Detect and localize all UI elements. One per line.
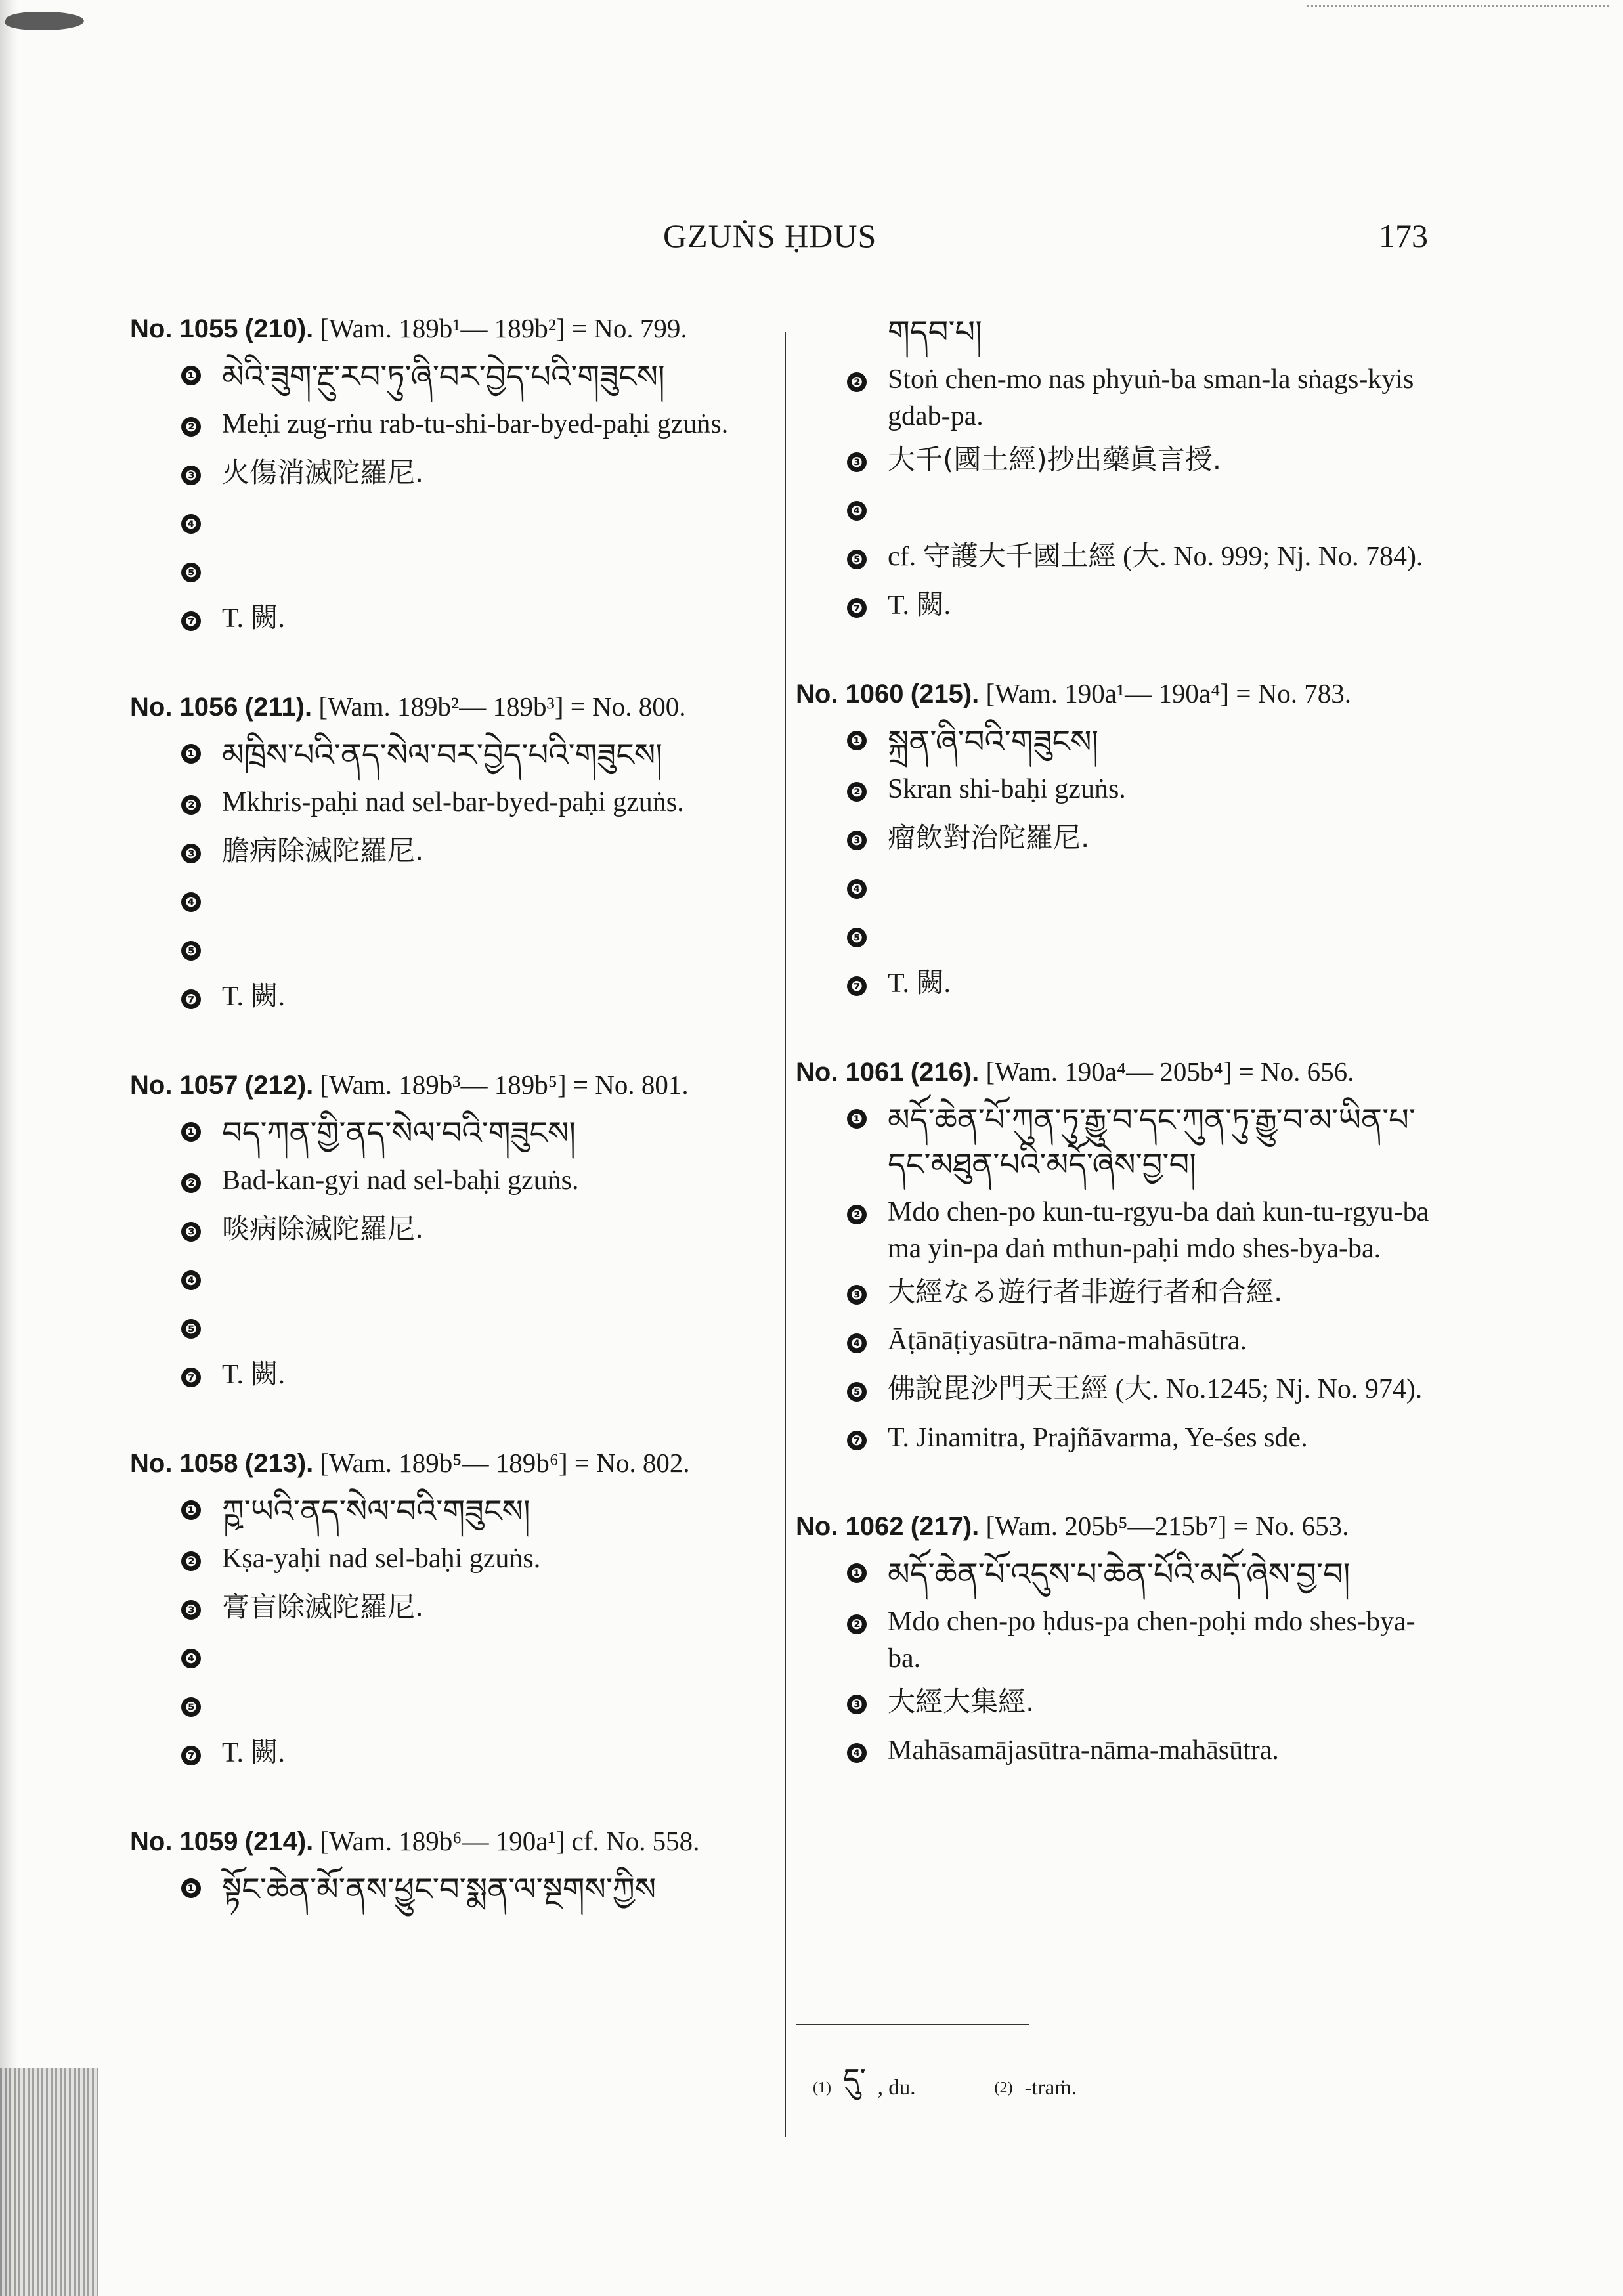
entry-serial: (210). xyxy=(244,314,314,343)
entry-number: No. 1061 xyxy=(796,1058,904,1087)
field-marker xyxy=(168,881,214,923)
running-title: GZUṄS ḤDUS xyxy=(663,217,877,254)
catalog-entry xyxy=(796,675,1436,1007)
tibetan-title: མེའི་ཟུག་རྔུ་རབ་ཏུ་ཞི་བར་བྱེད་པའི་གཟུངས། xyxy=(222,358,665,395)
circled-number-icon: ❷ xyxy=(181,1173,201,1193)
entry-field xyxy=(796,1371,1436,1413)
footnote xyxy=(813,2047,915,2129)
entry-reference: [Wam. 189b³— 189b⁵] = No. 801. xyxy=(320,1070,689,1100)
circled-number-icon: ❹ xyxy=(181,892,201,912)
circled-number-icon: ❺ xyxy=(847,928,867,947)
tibetan-title: མཁྲིས་པའི་ནད་སེལ་བར་བྱེད་པའི་གཟུངས། xyxy=(222,737,662,773)
circled-number-icon: ❸ xyxy=(181,1600,201,1620)
entry-field xyxy=(796,1274,1436,1316)
entry-serial: (213). xyxy=(244,1449,314,1478)
field-marker xyxy=(168,1735,214,1777)
circled-number-icon: ❶ xyxy=(847,1563,867,1583)
entry-field xyxy=(130,1162,770,1204)
circled-number-icon: ❶ xyxy=(847,731,867,750)
entry-field xyxy=(130,1308,770,1350)
circled-number-icon: ❸ xyxy=(181,844,201,863)
chinese-title: 啖病除滅陀羅尼. xyxy=(222,1213,424,1245)
field-marker xyxy=(168,552,214,594)
entry-serial: (216). xyxy=(910,1058,980,1087)
field-text: Meḥi zug-rṅu rab-tu-shi-bar-byed-paḥi gzuṅs. xyxy=(222,409,729,439)
entry-heading xyxy=(796,675,1436,713)
circled-number-icon: ❺ xyxy=(847,550,867,569)
field-marker xyxy=(168,503,214,545)
tibetan-title: མདོ་ཆེན་པོ་ཀུན་ཏུ་རྒྱུ་བ་དང་ཀུན་ཏུ་རྒྱུ་བ་མ་ཡིན་པ་དང་མཐུན་པའི་མདོ་ཞེས་བྱ་བ། xyxy=(888,1102,1416,1183)
scan-mark xyxy=(2,12,87,30)
field-marker xyxy=(168,1162,214,1204)
circled-number-icon: ❸ xyxy=(181,1222,201,1242)
field-marker xyxy=(168,733,214,775)
entry-field xyxy=(796,1552,1436,1597)
entry-reference: [Wam. 190a⁴— 205b⁴] = No. 656. xyxy=(985,1056,1354,1087)
field-marker xyxy=(834,1098,880,1140)
entry-field xyxy=(130,1867,770,1912)
entry-field xyxy=(796,441,1436,483)
field-marker xyxy=(834,1371,880,1413)
entry-field xyxy=(130,733,770,777)
field-marker xyxy=(168,1867,214,1909)
chinese-title: 大千(國土經)抄出藥眞言授. xyxy=(888,443,1222,475)
entry-heading xyxy=(130,310,770,348)
circled-number-icon: ❹ xyxy=(181,1270,201,1290)
entry-field xyxy=(130,1540,770,1582)
entry-field xyxy=(130,833,770,875)
field-marker xyxy=(168,1211,214,1253)
entry-serial: (211). xyxy=(244,693,313,722)
entry-field xyxy=(796,1603,1436,1677)
field-marker xyxy=(168,1540,214,1582)
circled-number-icon: ❹ xyxy=(181,1649,201,1668)
field-marker xyxy=(834,490,880,532)
entry-number: No. 1060 xyxy=(796,680,904,708)
field-marker xyxy=(834,1322,880,1364)
field-marker xyxy=(168,600,214,642)
entry-heading xyxy=(130,1066,770,1104)
circled-number-icon: ❹ xyxy=(847,879,867,899)
entry-field xyxy=(796,771,1436,813)
chinese-title: 膽病除滅陀羅尼. xyxy=(222,834,424,867)
tibetan-title: ཀྵ་ཡའི་ནད་སེལ་བའི་གཟུངས། xyxy=(222,1493,530,1530)
entry-number: No. 1056 xyxy=(130,693,238,722)
circled-number-icon: ❼ xyxy=(847,1431,867,1450)
field-marker xyxy=(168,930,214,972)
field-text: Mahāsamājasūtra-nāma-mahāsūtra. xyxy=(888,1735,1279,1765)
entry-serial: (217). xyxy=(910,1512,980,1541)
field-marker xyxy=(168,784,214,826)
entry-serial: (212). xyxy=(244,1071,314,1100)
field-text: T. Jinamitra, Prajñāvarma, Ye-śes sde. xyxy=(888,1423,1308,1453)
field-marker xyxy=(168,1489,214,1531)
field-text: T. 闕. xyxy=(222,603,286,634)
field-marker xyxy=(834,868,880,910)
footnotes xyxy=(813,2047,1077,2129)
field-marker xyxy=(834,720,880,762)
circled-number-icon: ❼ xyxy=(847,598,867,618)
footnote-text: -traṁ. xyxy=(1024,2075,1077,2100)
field-text: Kṣa-yaḥi nad sel-baḥi gzuṅs. xyxy=(222,1544,541,1574)
entry-field xyxy=(130,930,770,972)
entry-heading xyxy=(796,1053,1436,1091)
entry-reference: [Wam. 189b⁵— 189b⁶] = No. 802. xyxy=(320,1448,690,1478)
entry-reference: [Wam. 189b⁶— 190a¹] cf. No. 558. xyxy=(320,1826,700,1856)
field-marker xyxy=(834,538,880,580)
entry-field xyxy=(796,1732,1436,1774)
field-marker xyxy=(168,1259,214,1301)
field-text: Mdo chen-po kun-tu-rgyu-ba daṅ kun-tu-rgyu-ba ma yin-pa daṅ mthun-paḥi mdo shes-bya-ba. xyxy=(888,1197,1429,1264)
entry-field xyxy=(130,881,770,923)
field-marker xyxy=(168,1308,214,1350)
entry-field xyxy=(796,361,1436,435)
circled-number-icon: ❸ xyxy=(847,831,867,850)
entry-field xyxy=(796,1322,1436,1364)
entry-field xyxy=(130,552,770,594)
continued-entry xyxy=(796,310,1436,629)
circled-number-icon: ❹ xyxy=(181,514,201,534)
circled-number-icon: ❺ xyxy=(181,1697,201,1717)
field-marker xyxy=(834,917,880,959)
entry-field xyxy=(130,355,770,399)
entry-field xyxy=(130,1589,770,1631)
field-text: Āṭānāṭiyasūtra-nāma-mahāsūtra. xyxy=(888,1326,1247,1356)
field-text: Skran shi-baḥi gzuṅs. xyxy=(888,774,1126,804)
field-text: Stoṅ chen-mo nas phyuṅ-ba sman-la sṅags-kyis gdab-pa. xyxy=(888,364,1414,431)
entry-field xyxy=(130,1356,770,1398)
entry-field xyxy=(130,1686,770,1728)
field-marker xyxy=(834,819,880,861)
entry-heading xyxy=(796,1507,1436,1546)
entry-heading xyxy=(130,1444,770,1483)
field-text: T. 闕. xyxy=(222,1738,286,1768)
circled-number-icon: ❶ xyxy=(181,366,201,385)
field-text: T. 闕. xyxy=(222,982,286,1012)
entry-field xyxy=(796,1098,1436,1187)
footnote-mark: (2) xyxy=(994,2079,1013,2096)
footnote-text: , du. xyxy=(877,2075,916,2100)
field-marker xyxy=(168,406,214,448)
field-text: T. 闕. xyxy=(888,590,951,620)
entry-number: No. 1057 xyxy=(130,1071,238,1100)
field-marker xyxy=(168,1686,214,1728)
chinese-title: 大經大集經. xyxy=(888,1685,1035,1718)
entry-reference: [Wam. 189b²— 189b³] = No. 800. xyxy=(318,691,686,722)
tibetan-title: བད་ཀན་གྱི་ནད་སེལ་བའི་གཟུངས། xyxy=(222,1115,576,1152)
circled-number-icon: ❸ xyxy=(847,1285,867,1305)
entry-heading xyxy=(130,688,770,726)
entry-field xyxy=(130,1735,770,1777)
entry-serial: (215). xyxy=(910,680,980,708)
field-marker xyxy=(834,587,880,629)
field-marker xyxy=(168,454,214,496)
field-text: Mkhris-paḥi nad sel-bar-byed-paḥi gzuṅs. xyxy=(222,787,684,817)
footnote-rule xyxy=(796,2024,1029,2025)
entry-number: No. 1055 xyxy=(130,314,238,343)
column-divider xyxy=(785,332,786,2137)
circled-number-icon: ❼ xyxy=(181,1368,201,1387)
entry-number: No. 1059 xyxy=(130,1827,238,1856)
field-marker xyxy=(834,1419,880,1462)
entry-field xyxy=(130,503,770,545)
tibetan-title: མདོ་ཆེན་པོ་འདུས་པ་ཆེན་པོའི་མདོ་ཞེས་བྱ་བ། xyxy=(888,1556,1351,1593)
circled-number-icon: ❼ xyxy=(181,611,201,631)
circled-number-icon: ❺ xyxy=(181,1319,201,1339)
field-marker xyxy=(168,1589,214,1631)
circled-number-icon: ❷ xyxy=(847,372,867,392)
page-number: 173 xyxy=(1379,217,1428,254)
field-marker xyxy=(834,1194,880,1236)
entry-field xyxy=(796,490,1436,532)
field-marker xyxy=(834,361,880,403)
entry-field xyxy=(796,965,1436,1007)
circled-number-icon: ❶ xyxy=(181,1878,201,1898)
entry-field xyxy=(130,1111,770,1156)
field-marker xyxy=(168,1111,214,1153)
entry-field xyxy=(796,1194,1436,1267)
entry-field xyxy=(130,784,770,826)
field-marker xyxy=(168,1356,214,1398)
circled-number-icon: ❺ xyxy=(847,1382,867,1402)
tibetan-continuation: གདབ་པ། xyxy=(888,314,982,351)
circled-number-icon: ❷ xyxy=(847,782,867,802)
circled-number-icon: ❶ xyxy=(181,1500,201,1520)
circled-number-icon: ❼ xyxy=(847,976,867,996)
circled-number-icon: ❹ xyxy=(847,501,867,521)
field-marker xyxy=(834,1603,880,1645)
entry-field xyxy=(796,917,1436,959)
entry-field xyxy=(130,1637,770,1679)
footnote-mark: (1) xyxy=(813,2079,831,2096)
field-text: Bad-kan-gyi nad sel-baḥi gzuṅs. xyxy=(222,1165,579,1196)
circled-number-icon: ❷ xyxy=(847,1205,867,1224)
left-column xyxy=(130,310,770,1958)
circled-number-icon: ❹ xyxy=(847,1743,867,1763)
footnote-tibetan: དུ་ xyxy=(842,2063,866,2096)
field-marker xyxy=(834,1683,880,1725)
chinese-title: 火傷消滅陀羅尼. xyxy=(222,456,424,488)
entry-field xyxy=(796,1419,1436,1462)
chinese-title: 大經なる遊行者非遊行者和合經. xyxy=(888,1276,1283,1308)
circled-number-icon: ❷ xyxy=(181,417,201,437)
field-marker xyxy=(834,965,880,1007)
entry-serial: (214). xyxy=(244,1827,314,1856)
circled-number-icon: ❸ xyxy=(847,1695,867,1714)
circled-number-icon: ❶ xyxy=(847,1109,867,1129)
entry-reference: [Wam. 190a¹— 190a⁴] = No. 783. xyxy=(985,678,1352,708)
entry-number: No. 1062 xyxy=(796,1512,904,1541)
field-marker xyxy=(168,1637,214,1679)
entry-heading xyxy=(130,1823,770,1861)
entry-field xyxy=(130,1489,770,1534)
circled-number-icon: ❺ xyxy=(181,941,201,961)
circled-number-icon: ❷ xyxy=(181,1551,201,1571)
right-column xyxy=(796,310,1436,1820)
entry-field xyxy=(130,600,770,642)
scan-binding-shadow xyxy=(0,2068,98,2296)
field-marker xyxy=(834,441,880,483)
field-marker xyxy=(168,355,214,397)
field-text: T. 闕. xyxy=(888,968,951,999)
scan-edge-shadow xyxy=(0,0,18,2296)
field-marker xyxy=(168,978,214,1020)
catalog-entry xyxy=(130,688,770,1020)
entry-reference: [Wam. 189b¹— 189b²] = No. 799. xyxy=(320,313,687,343)
circled-number-icon: ❸ xyxy=(847,452,867,472)
entry-field xyxy=(796,538,1436,580)
circled-number-icon: ❶ xyxy=(181,744,201,764)
field-marker xyxy=(834,1732,880,1774)
catalog-entry xyxy=(130,1444,770,1777)
entry-field xyxy=(130,1211,770,1253)
entry-reference: [Wam. 205b⁵—215b⁷] = No. 653. xyxy=(985,1511,1349,1541)
catalog-entry xyxy=(796,1507,1436,1774)
circled-number-icon: ❹ xyxy=(847,1333,867,1353)
catalog-entry xyxy=(130,1066,770,1398)
entry-field xyxy=(130,978,770,1020)
footnote xyxy=(994,2047,1077,2129)
entry-field xyxy=(130,406,770,448)
chinese-title: 瘤飲對治陀羅尼. xyxy=(888,821,1090,854)
circled-number-icon: ❼ xyxy=(181,1746,201,1765)
entry-field xyxy=(796,1683,1436,1725)
catalog-entry xyxy=(796,1053,1436,1462)
circled-number-icon: ❼ xyxy=(181,989,201,1009)
field-marker xyxy=(168,833,214,875)
field-marker xyxy=(834,771,880,813)
circled-number-icon: ❷ xyxy=(847,1614,867,1634)
field-text: 佛說毘沙門天王經 (大. No.1245; Nj. No. 974). xyxy=(888,1374,1423,1404)
entry-field xyxy=(796,868,1436,910)
circled-number-icon: ❸ xyxy=(181,466,201,485)
circled-number-icon: ❶ xyxy=(181,1122,201,1142)
entry-field xyxy=(130,454,770,496)
field-marker xyxy=(834,1552,880,1594)
field-marker xyxy=(834,1274,880,1316)
entry-number: No. 1058 xyxy=(130,1449,238,1478)
circled-number-icon: ❺ xyxy=(181,563,201,582)
scan-top-rule xyxy=(1307,5,1609,7)
entry-field xyxy=(130,1259,770,1301)
field-text: T. 闕. xyxy=(222,1360,286,1390)
catalog-entry xyxy=(130,1823,770,1912)
tibetan-title: སྐྲན་ཞི་བའི་གཟུངས། xyxy=(888,724,1099,760)
chinese-title: 膏盲除滅陀羅尼. xyxy=(222,1591,424,1623)
circled-number-icon: ❷ xyxy=(181,795,201,815)
field-text: cf. 守護大千國土經 (大. No. 999; Nj. No. 784). xyxy=(888,542,1423,572)
entry-field xyxy=(796,720,1436,764)
tibetan-title: སྟོང་ཆེན་མོ་ནས་ཕྱུང་བ་སྨན་ལ་སྔགས་ཀྱིས xyxy=(222,1871,657,1908)
entry-field xyxy=(796,819,1436,861)
catalog-entry xyxy=(130,310,770,642)
field-text: Mdo chen-po ḥdus-pa chen-poḥi mdo shes-bya-ba. xyxy=(888,1607,1416,1674)
entry-field xyxy=(796,587,1436,629)
